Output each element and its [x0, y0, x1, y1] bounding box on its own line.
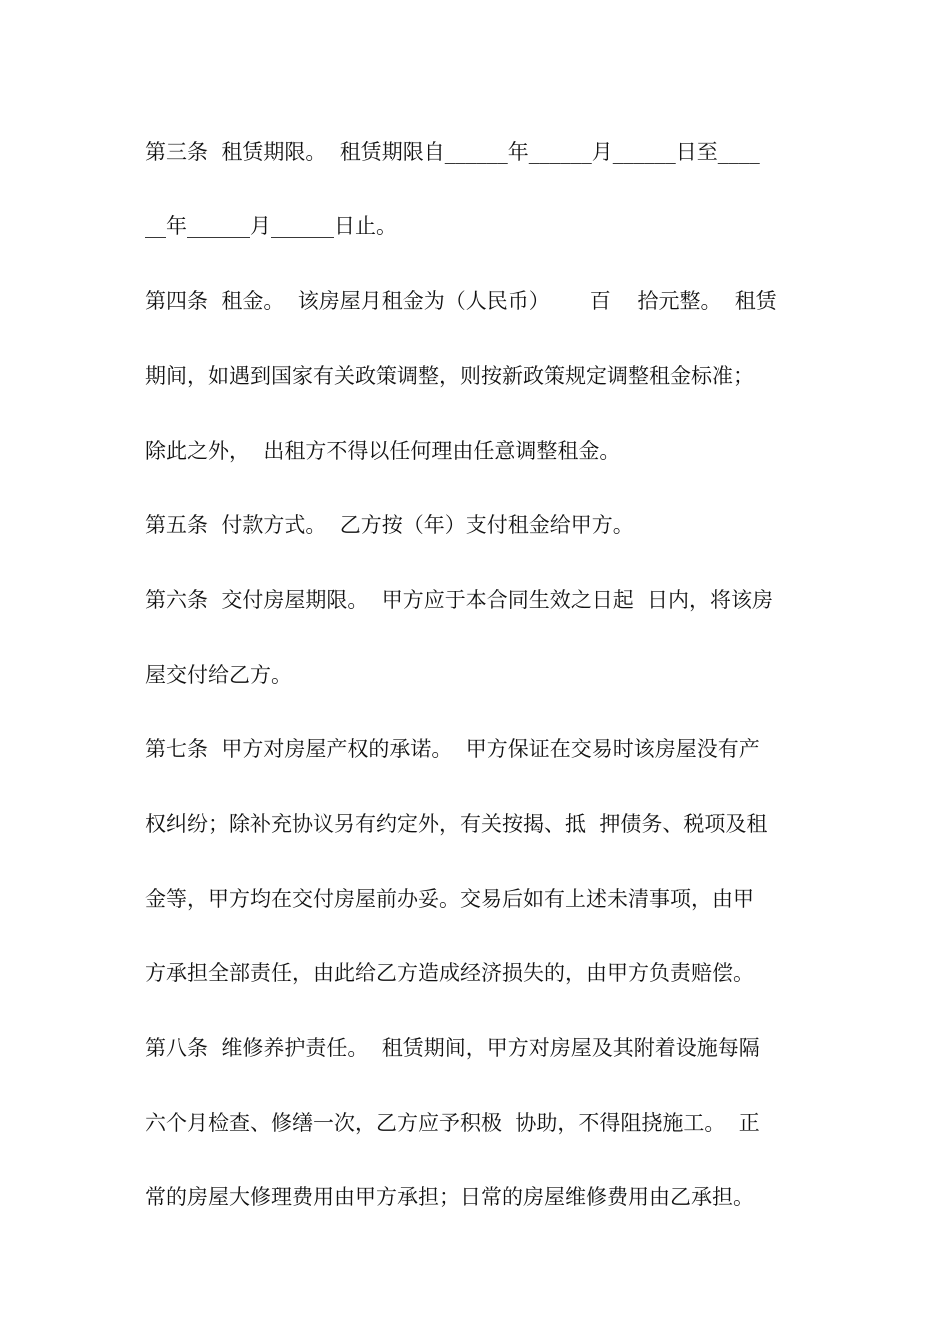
- text-line-article-4-cont-2: 除此之外， 出租方不得以任何理由任意调整租金。: [145, 439, 621, 463]
- text-line-article-8: 第八条 维修养护责任。 租赁期间，甲方对房屋及其附着设施每隔: [145, 1036, 760, 1060]
- text-line-article-8-cont-1: 六个月检查、修缮一次，乙方应予积极 协助，不得阻挠施工。 正: [145, 1111, 760, 1135]
- text-line-article-5: 第五条 付款方式。 乙方按（年）支付租金给甲方。: [145, 513, 634, 537]
- text-line-article-7-cont-3: 方承担全部责任，由此给乙方造成经济损失的，由甲方负责赔偿。: [145, 961, 754, 985]
- text-line-article-6: 第六条 交付房屋期限。 甲方应于本合同生效之日起 日内，将该房: [145, 588, 774, 612]
- text-line-article-4: 第四条 租金。 该房屋月租金为（人民币） 百 拾元整。 租赁: [145, 289, 777, 313]
- text-line-article-8-cont-2: 常的房屋大修理费用由甲方承担；日常的房屋维修费用由乙承担。: [145, 1185, 754, 1209]
- text-line-article-7-cont-1: 权纠纷；除补充协议另有约定外，有关按揭、抵 押债务、税项及租: [145, 812, 768, 836]
- text-line-article-6-cont: 屋交付给乙方。: [145, 663, 292, 687]
- text-line-article-3-cont: __年______月______日止。: [145, 214, 397, 238]
- text-line-article-4-cont-1: 期间，如遇到国家有关政策调整，则按新政策规定调整租金标准；: [145, 364, 754, 388]
- text-line-article-7-cont-2: 金等，甲方均在交付房屋前办妥。交易后如有上述未清事项，由甲: [145, 887, 754, 911]
- text-line-article-3: 第三条 租赁期限。 租赁期限自______年______月______日至____: [145, 140, 760, 164]
- text-line-article-7: 第七条 甲方对房屋产权的承诺。 甲方保证在交易时该房屋没有产: [145, 737, 760, 761]
